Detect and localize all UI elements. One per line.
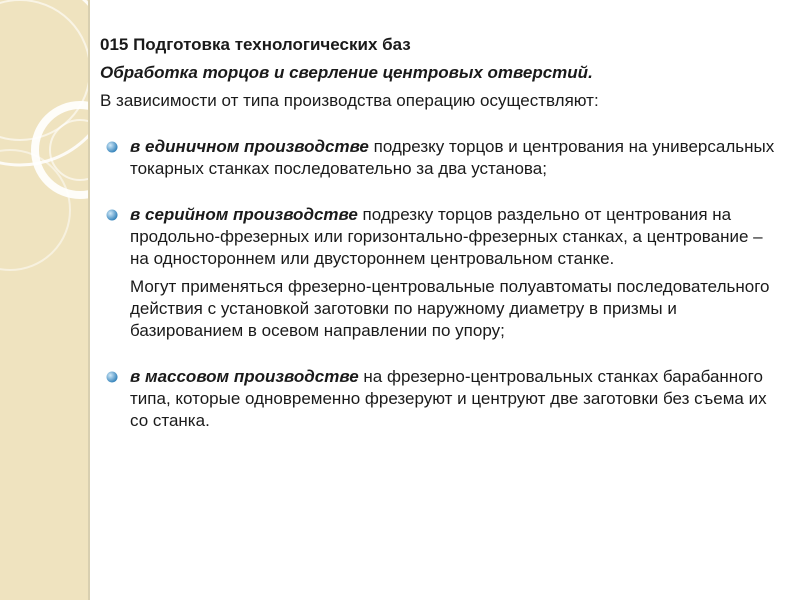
round-bullet-icon: [106, 371, 118, 383]
bullet-emphasis: в массовом производстве: [130, 367, 359, 386]
bullet-extra-text: Могут применяться фрезерно-центровальные полуавтоматы последовательного действия с установкой заготовки по наружному диаметру в призмы и базированием в осевом направлении по упору;: [130, 277, 770, 340]
bullet-text: подрезку торцов и центрования на универсальных токарных станках последовательно за два установа;: [130, 137, 775, 178]
round-bullet-icon: [106, 141, 118, 153]
list-item: [100, 204, 780, 342]
round-bullet-icon: [106, 209, 118, 221]
intro-text: В зависимости от типа производства операцию осуществляют:: [100, 91, 599, 110]
bullet-text: на фрезерно-центровальных станках барабанного типа, которые одновременно фрезеруют и центруют две заготовки без съема их со станка.: [130, 367, 767, 430]
slide-content: [100, 34, 780, 456]
bullet-emphasis: в единичном производстве: [130, 137, 369, 156]
panel-divider: [88, 0, 90, 600]
bullet-extra-paragraph: [130, 276, 780, 342]
bullet-text: подрезку торцов раздельно от центрования на продольно-фрезерных или горизонтально-фрезерных станках, а центрование – на одностороннем или двустороннем центровальном станке.: [130, 205, 763, 268]
list-item: [100, 366, 780, 432]
decorative-circles-icon: [0, 0, 88, 600]
decorative-side-panel: [0, 0, 88, 600]
bullet-emphasis: в серийном производстве: [130, 205, 358, 224]
list-item: [100, 136, 780, 180]
page-title: 015 Подготовка технологических баз: [100, 35, 411, 54]
page-subtitle: Обработка торцов и сверление центровых отверстий.: [100, 63, 593, 82]
